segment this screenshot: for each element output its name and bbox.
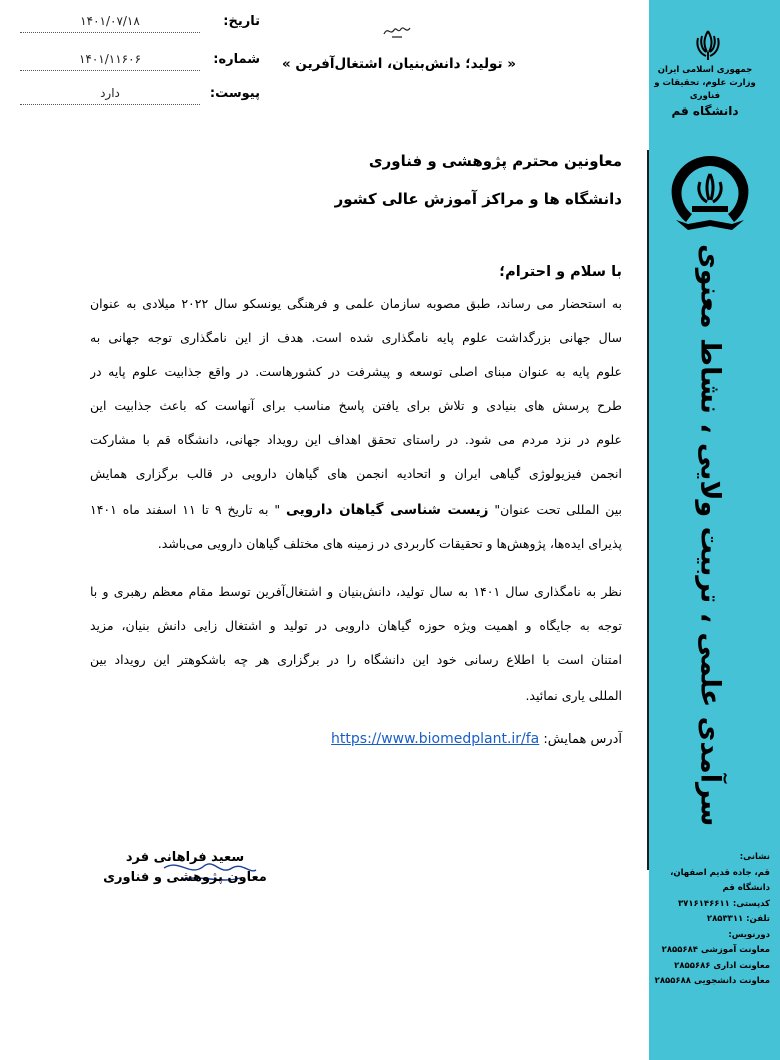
contact-fax-education: معاونت آموزشی ۲۸۵۵۶۸۴ — [661, 945, 770, 955]
recipient-title: معاونین محترم پژوهشی و فناوری — [368, 152, 622, 170]
body-line: علوم پایه به عنوان مبنای اصلی توسعه و پیشرفت در کشورهاست. در واقع جذابیت علوم پایه در — [90, 364, 622, 379]
date-value: ۱۴۰۱/۰۷/۱۸ — [20, 14, 200, 33]
conference-address — [290, 726, 622, 752]
attachment-value: دارد — [20, 86, 200, 105]
body-line: به استحضار می رساند، طبق مصوبه سازمان علمی و فرهنگی یونسکو سال ۲۰۲۲ میلادی به عنوان — [90, 296, 622, 311]
date-field — [20, 14, 260, 36]
university-name: دانشگاه قم — [671, 104, 739, 118]
signatory-title: معاون پژوهشی و فناوری — [103, 870, 267, 885]
signature-block — [100, 848, 270, 888]
body-line: سال جهانی بزرگداشت علوم پایه نامگذاری شده است. هدف از این نامگذاری توجه جهانی به — [90, 330, 622, 345]
greeting: با سلام و احترام؛ — [499, 264, 622, 280]
contact-fax-label: دورنویس: — [728, 929, 770, 940]
university-logo-icon — [662, 150, 758, 236]
body-line: نظر به نامگذاری سال ۱۴۰۱ به سال تولید، دانش‌بنیان و اشتغال‌آفرین توسط مقام معظم رهبری و با — [90, 584, 622, 599]
body-line: توجه به جایگاه و اهمیت ویژه حوزه گیاهان دارویی در تولید و اشتغال زایی دانش بنیان، مزید — [90, 618, 622, 633]
attachment-field — [20, 86, 260, 108]
contact-address-line1: قم، جاده قدیم اصفهان، — [670, 867, 770, 878]
number-field — [20, 52, 260, 74]
event-title: زیست شناسی گیاهان دارویی — [286, 502, 489, 518]
contact-address-label: نشانی: — [739, 852, 770, 862]
conference-link[interactable]: https://www.biomedplant.ir/fa — [331, 731, 540, 747]
organization-header — [650, 64, 760, 119]
university-slogan — [655, 243, 765, 827]
body-line: پذیرای ایده‌ها، پژوهش‌ها و تحقیقات کاربردی در زمینه های مختلف گیاهان دارویی می‌باشد. — [157, 536, 622, 551]
body-line: المللی یاری نمائید. — [525, 688, 622, 703]
address-label: آدرس همایش: — [543, 732, 622, 747]
contact-postal-code: کدپستی: ۳۷۱۶۱۴۶۶۱۱ — [677, 898, 770, 909]
contact-fax-administrative: معاونت اداری ۲۸۵۵۶۸۶ — [674, 960, 770, 971]
contact-phone: تلفن: ۲۸۵۳۳۱۱ — [706, 914, 770, 924]
body-line-event — [90, 498, 622, 522]
date-label: تاریخ: — [223, 14, 260, 29]
sidebar-divider — [647, 150, 649, 870]
slogan-text: سرآمدی علمی ، تربیت ولایی ، نشاط معنوی — [694, 243, 726, 827]
contact-address-line2: دانشگاه قم — [722, 883, 770, 893]
number-label: شماره: — [213, 52, 260, 67]
body-line: انجمن فیزیولوژی گیاهی ایران و اتحادیه انجمن های گیاهان دارویی در قالب برگزاری همایش — [90, 466, 622, 481]
number-value: ۱۴۰۱/۱۱۶۰۶ — [20, 52, 200, 71]
event-date: " به تاریخ ۹ تا ۱۱ اسفند ماه ۱۴۰۱ — [90, 502, 281, 517]
recipient-institution: دانشگاه ها و مراکز آموزش عالی کشور — [334, 190, 622, 208]
contact-fax-student: معاونت دانشجویی ۲۸۵۵۶۸۸ — [654, 976, 770, 986]
body-line: طرح پرسش های بنیادی و تلاش برای یافتن پاسخ مناسب برای آنهاست که باعث جذابیت این — [90, 398, 622, 413]
attachment-label: پیوست: — [209, 86, 260, 101]
signatory-name: سعید فراهانی فرد — [125, 850, 245, 865]
iran-emblem-icon — [690, 28, 726, 62]
body-line: امتنان است با اطلاع رسانی خود این دانشگاه را در برگزاری هر چه باشکوهتر این رویداد بین — [90, 652, 622, 667]
basmala-mark-icon — [382, 22, 412, 40]
event-intro: بین المللی تحت عنوان" — [494, 502, 622, 517]
org-line-1: جمهوری اسلامی ایران — [657, 65, 753, 75]
contact-block — [652, 850, 770, 990]
body-line: علوم در نزد مردم می شود. در راستای تحقق اهداف این رویداد جهانی، دانشگاه قم با مشارکت — [90, 432, 622, 447]
org-line-2: وزارت علوم، تحقیقات و فناوری — [654, 78, 756, 101]
year-motto: « تولید؛ دانش‌بنیان، اشتغال‌آفرین » — [282, 56, 516, 72]
